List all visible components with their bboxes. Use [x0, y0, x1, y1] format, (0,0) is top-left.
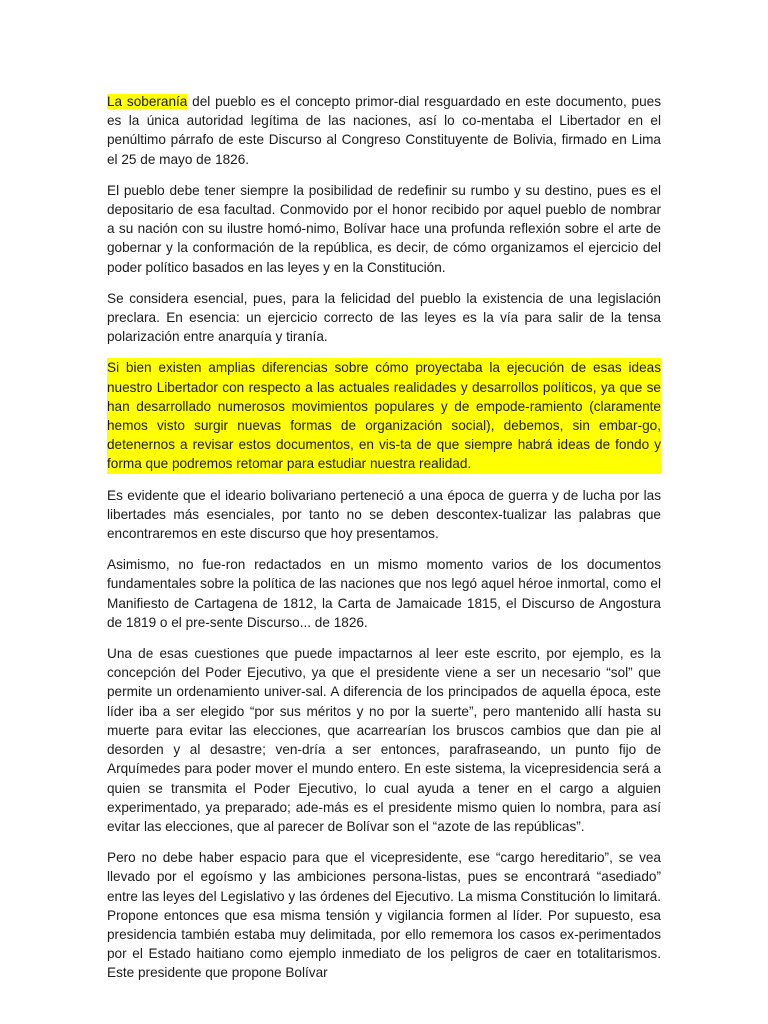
- paragraph-8: Pero no debe haber espacio para que el vicepresidente, ese “cargo hereditario”, se vea llevado por el egoísmo y las ambiciones persona-listas, pues se encontrará “asediado” entre las leyes del Legislativo y las órdenes del Ejecutivo. La misma Constitución lo limitará. Propone entonces que esa misma tensión y vigilancia formen al líder. Por supuesto, esa presidencia también estaba muy delimitada, por ello rememora los casos ex-perimentados por el Estado haitiano como ejemplo inmediato de los peligros de caer en totalitarismos. Este presidente que propone Bolívar: [107, 850, 661, 981]
- highlighted-term: La soberanía: [107, 94, 188, 109]
- paragraph-1: [107, 92, 661, 169]
- highlighted-paragraph-text: Si bien existen amplias diferencias sobre cómo proyectaba la ejecución de esas ideas nuestro Libertador con respecto a las actuales realidades y desarrollos políticos, ya que se han desarrollado numerosos movimientos populares y de empode-ramiento (claramente hemos visto surgir nuevas formas de organización social), debemos, sin embar-go, detenernos a revisar estos documentos, en vis-ta de que siempre habrá ideas de fondo y forma que podremos retomar para estudiar nuestra realidad.: [107, 360, 661, 472]
- paragraph-7: Una de esas cuestiones que puede impactarnos al leer este escrito, por ejemplo, es la concepción del Poder Ejecutivo, ya que el presidente viene a ser un necesario “sol” que permite un ordenamiento univer-sal. A diferencia de los principados de aquella época, este líder iba a ser elegido “por sus méritos y no por la suerte”, pero mantenido allí hasta su muerte para evitar las elecciones, que acarrearían los bruscos cambios que dan pie al desorden y al desastre; ven-dría a ser entonces, parafraseando, un punto fijo de Arquímedes para poder mover el mundo entero. En este sistema, la vicepresidencia será a quien se transmita el Poder Ejecutivo, lo cual ayuda a tener en el cargo a alguien experimentado, ya preparado; ade-más es el presidente mismo quien lo nombra, para así evitar las elecciones, que al parecer de Bolívar son el “azote de las repúblicas”.: [107, 646, 661, 834]
- paragraph-1-text: del pueblo es el concepto primor-dial resguardado en este documento, pues es la única autoridad legítima de las naciones, así lo co-mentaba el Libertador en el penúltimo párrafo de este Discurso al Congreso Constituyente de Bolivia, firmado en Lima el 25 de mayo de 1826.: [107, 94, 661, 167]
- paragraph-3: Se considera esencial, pues, para la felicidad del pueblo la existencia de una legislación preclara. En esencia: un ejercicio correcto de las leyes es la vía para salir de la tensa polarización entre anarquía y tiranía.: [107, 290, 661, 345]
- paragraph-2: El pueblo debe tener siempre la posibilidad de redefinir su rumbo y su destino, pues es el depositario de esa facultad. Conmovido por el honor recibido por aquel pueblo de nombrar a su nación con su ilustre homó-nimo, Bolívar hace una profunda reflexión sobre el arte de gobernar y la conformación de la república, es decir, de cómo organizamos el ejercicio del poder político basados en las leyes y en la Constitución.: [107, 182, 661, 275]
- document-body: [107, 92, 661, 995]
- paragraph-6: Asimismo, no fue-ron redactados en un mismo momento varios de los documentos fundamentales sobre la política de las naciones que nos legó aquel héroe inmortal, como el Manifiesto de Cartagena de 1812, la Carta de Jamaicade 1815, el Discurso de Angostura de 1819 o el pre-sente Discurso... de 1826.: [107, 557, 661, 630]
- paragraph-5: Es evidente que el ideario bolivariano perteneció a una época de guerra y de lucha por las libertades más esenciales, por tanto no se deben descontex-tualizar las palabras que encontraremos en este discurso que hoy presentamos.: [107, 487, 661, 542]
- paragraph-4-highlighted: [107, 358, 661, 473]
